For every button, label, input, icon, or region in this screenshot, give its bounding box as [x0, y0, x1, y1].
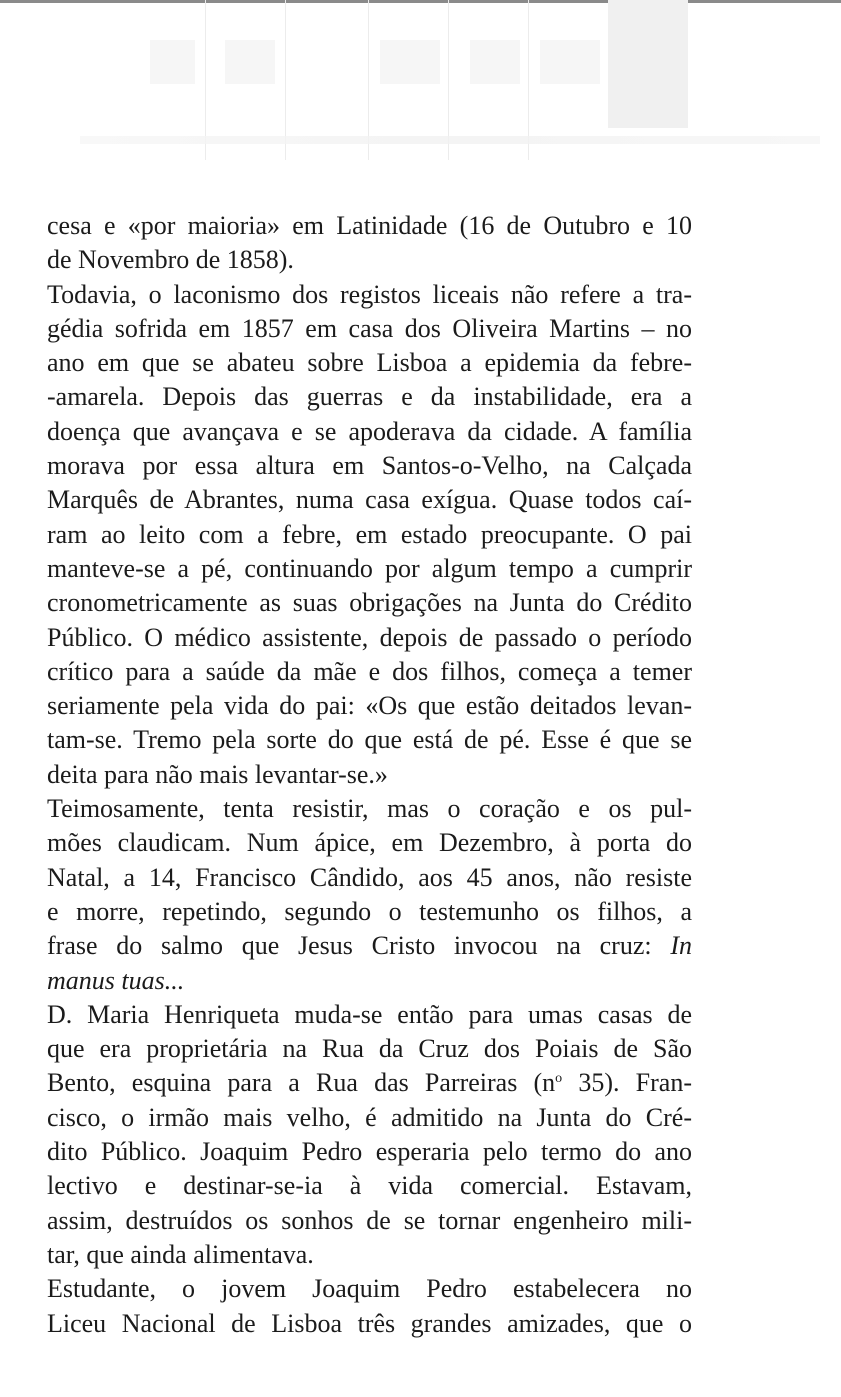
- text-line-content: lectivo e destinar-se-ia à vida comercial. Estavam,: [47, 1171, 692, 1201]
- bleed-ghost: [150, 40, 195, 84]
- text-line-content: doença que avançava e se apoderava da cidade. A família: [47, 416, 692, 446]
- text-line: [47, 552, 692, 586]
- text-line-content: Público. O médico assistente, depois de passado o período: [47, 622, 692, 652]
- ordinal-superscript: o: [555, 1071, 563, 1087]
- text-line-content: assim, destruídos os sonhos de se tornar engenheiro mili-: [47, 1205, 692, 1235]
- text-line: [47, 792, 692, 826]
- text-line-content: crítico para a saúde da mãe e dos filhos, começa a temer: [47, 656, 692, 686]
- text-line: [47, 1032, 692, 1066]
- text-line-content: Bento, esquina para a Rua das Parreiras (n: [47, 1068, 556, 1098]
- body-text: [47, 209, 692, 1341]
- bleed-rule: [368, 0, 369, 160]
- text-line-content: dito Público. Joaquim Pedro esperaria pelo termo do ano: [47, 1137, 692, 1167]
- text-line-content: cronometricamente as suas obrigações na Junta do Crédito: [47, 588, 692, 618]
- text-line-content: frase do salmo que Jesus Cristo invocou na cruz:: [47, 931, 652, 961]
- text-line-content: gédia sofrida em 1857 em casa dos Oliveira Martins – no: [47, 313, 692, 343]
- bleed-ghost: [470, 40, 520, 84]
- text-line-content: tar, que ainda alimentava.: [47, 1239, 314, 1269]
- text-line: [47, 415, 692, 449]
- text-line-content: e morre, repetindo, segundo o testemunho os filhos, a: [47, 896, 692, 926]
- text-line: [47, 1135, 692, 1169]
- text-line-content: ano em que se abateu sobre Lisboa a epidemia da febre-: [47, 348, 692, 378]
- text-line-content: seriamente pela vida do pai: «Os que estão deitados levan-: [47, 691, 692, 721]
- text-line: [47, 1101, 692, 1135]
- italic-quotation: manus tuas...: [47, 965, 185, 995]
- text-line-content: cisco, o irmão mais velho, é admitido na Junta do Cré-: [47, 1102, 692, 1132]
- text-line: [47, 1272, 692, 1306]
- text-line: [47, 380, 692, 414]
- bleed-rule: [448, 0, 449, 160]
- text-line: [47, 964, 692, 998]
- bleed-rule: [205, 0, 206, 160]
- text-line: [47, 1238, 692, 1272]
- text-line: [47, 826, 692, 860]
- text-line: [47, 209, 692, 243]
- bleed-ghost: [380, 40, 440, 84]
- text-line-content: ram ao leito com a febre, em estado preocupante. O pai: [47, 519, 692, 549]
- text-line: [47, 655, 692, 689]
- text-line-content: cesa e «por maioria» em Latinidade (16 de Outubro e 10: [47, 211, 692, 240]
- text-line-content: Natal, a 14, Francisco Cândido, aos 45 anos, não resiste: [47, 862, 692, 892]
- text-line: [47, 689, 692, 723]
- page-edge-line: [0, 0, 841, 3]
- text-line: [47, 449, 692, 483]
- text-line: [47, 346, 692, 380]
- text-line: [47, 895, 692, 929]
- text-line: [47, 758, 692, 792]
- text-line: [47, 621, 692, 655]
- text-line: [47, 586, 692, 620]
- text-line-content: Todavia, o laconismo dos registos liceais não refere a tra-: [47, 279, 692, 309]
- text-line-content: tam-se. Tremo pela sorte do que está de pé. Esse é que se: [47, 725, 692, 755]
- text-line-content: Teimosamente, tenta resistir, mas o coração e os pul-: [47, 794, 692, 824]
- text-line-content: deita para não mais levantar-se.»: [47, 759, 388, 789]
- text-line: [47, 861, 692, 895]
- text-line-content: D. Maria Henriqueta muda-se então para umas casas de: [47, 999, 692, 1029]
- text-line: [47, 1307, 692, 1341]
- bleed-shaded-cell: [608, 0, 688, 128]
- text-line: [47, 518, 692, 552]
- bleed-ghost: [540, 40, 600, 84]
- text-line-content: Liceu Nacional de Lisboa três grandes amizades, que o: [47, 1308, 692, 1338]
- bleed-running-header: [80, 136, 820, 144]
- text-line-content: Marquês de Abrantes, numa casa exígua. Quase todos caí-: [47, 485, 692, 515]
- text-line: [47, 723, 692, 757]
- text-line: [47, 1169, 692, 1203]
- text-line-content: de Novembro de 1858).: [47, 245, 294, 275]
- text-line: [47, 1066, 692, 1100]
- text-line: [47, 1204, 692, 1238]
- italic-quotation: In: [670, 931, 692, 961]
- bleed-rule: [285, 0, 286, 160]
- text-line-content: morava por essa altura em Santos-o-Velho, na Calçada: [47, 451, 692, 481]
- facing-page-bleed: [0, 0, 841, 175]
- bleed-rule: [528, 0, 529, 160]
- text-line-content: mões claudicam. Num ápice, em Dezembro, à porta do: [47, 828, 692, 858]
- bleed-ghost: [225, 40, 275, 84]
- text-line-content: -amarela. Depois das guerras e da instabilidade, era a: [47, 382, 692, 412]
- text-line: [47, 929, 692, 963]
- text-line: [47, 243, 692, 277]
- text-line-content: Estudante, o jovem Joaquim Pedro estabelecera no: [47, 1274, 692, 1304]
- text-line: [47, 483, 692, 517]
- text-line-content: manteve-se a pé, continuando por algum tempo a cumprir: [47, 553, 692, 583]
- text-line: [47, 278, 692, 312]
- text-line: [47, 998, 692, 1032]
- text-line: [47, 312, 692, 346]
- text-line-continuation: 35). Fran-: [562, 1068, 692, 1098]
- text-line-content: que era proprietária na Rua da Cruz dos Poiais de São: [47, 1034, 692, 1064]
